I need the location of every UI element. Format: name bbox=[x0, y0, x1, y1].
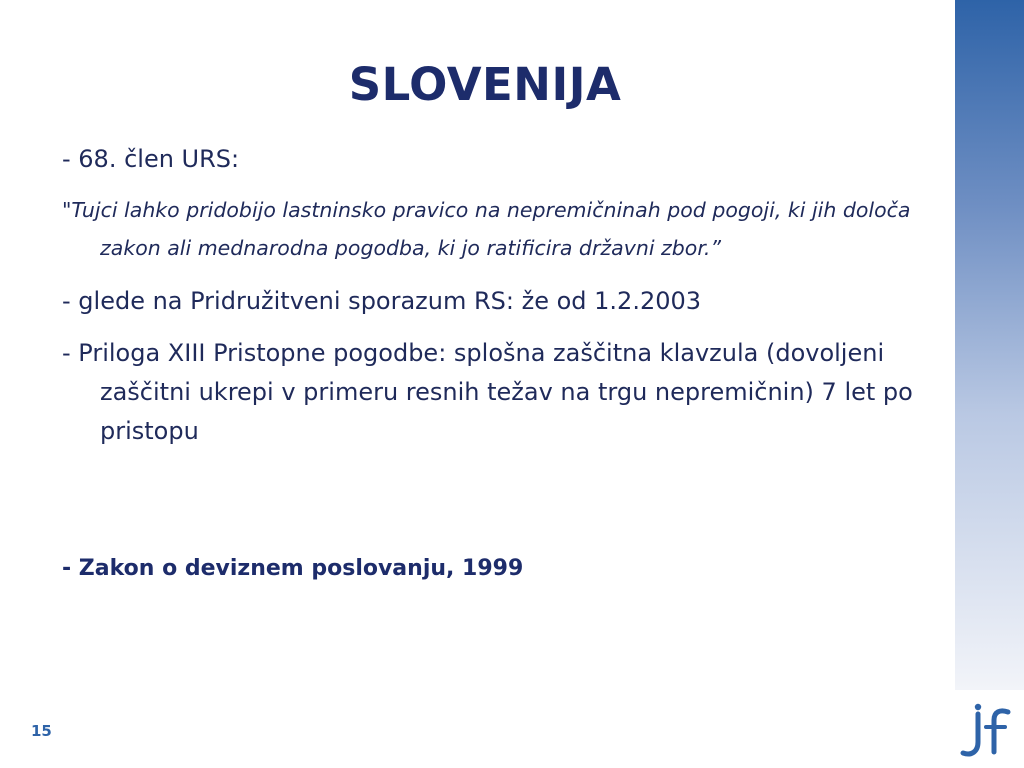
paragraph-article-68: - 68. člen URS: bbox=[62, 145, 240, 173]
page-number: 15 bbox=[31, 722, 52, 740]
paragraph-quote: "Tujci lahko pridobijo lastninsko pravico na nepremičninah pod pogoji, ki jih določa zakon ali mednarodna pogodba, ki jo ratificira državni zbor.” bbox=[62, 198, 911, 260]
foreign-exchange-law-line: - Zakon o deviznem poslovanju, 1999 bbox=[62, 556, 524, 581]
jf-logo-icon bbox=[958, 700, 1014, 760]
paragraph-accession-annex: - Priloga XIII Pristopne pogodbe: splošna zaščitna klavzula (dovoljeni zaščitni ukrepi v primeru resnih težav na trgu nepremičnin) 7 let po pristopu bbox=[62, 339, 913, 445]
slide-content bbox=[62, 140, 942, 451]
slide-title: SLOVENIJA bbox=[348, 58, 622, 111]
paragraph-association-agreement: - glede na Pridružitveni sporazum RS: že od 1.2.2003 bbox=[62, 287, 702, 315]
